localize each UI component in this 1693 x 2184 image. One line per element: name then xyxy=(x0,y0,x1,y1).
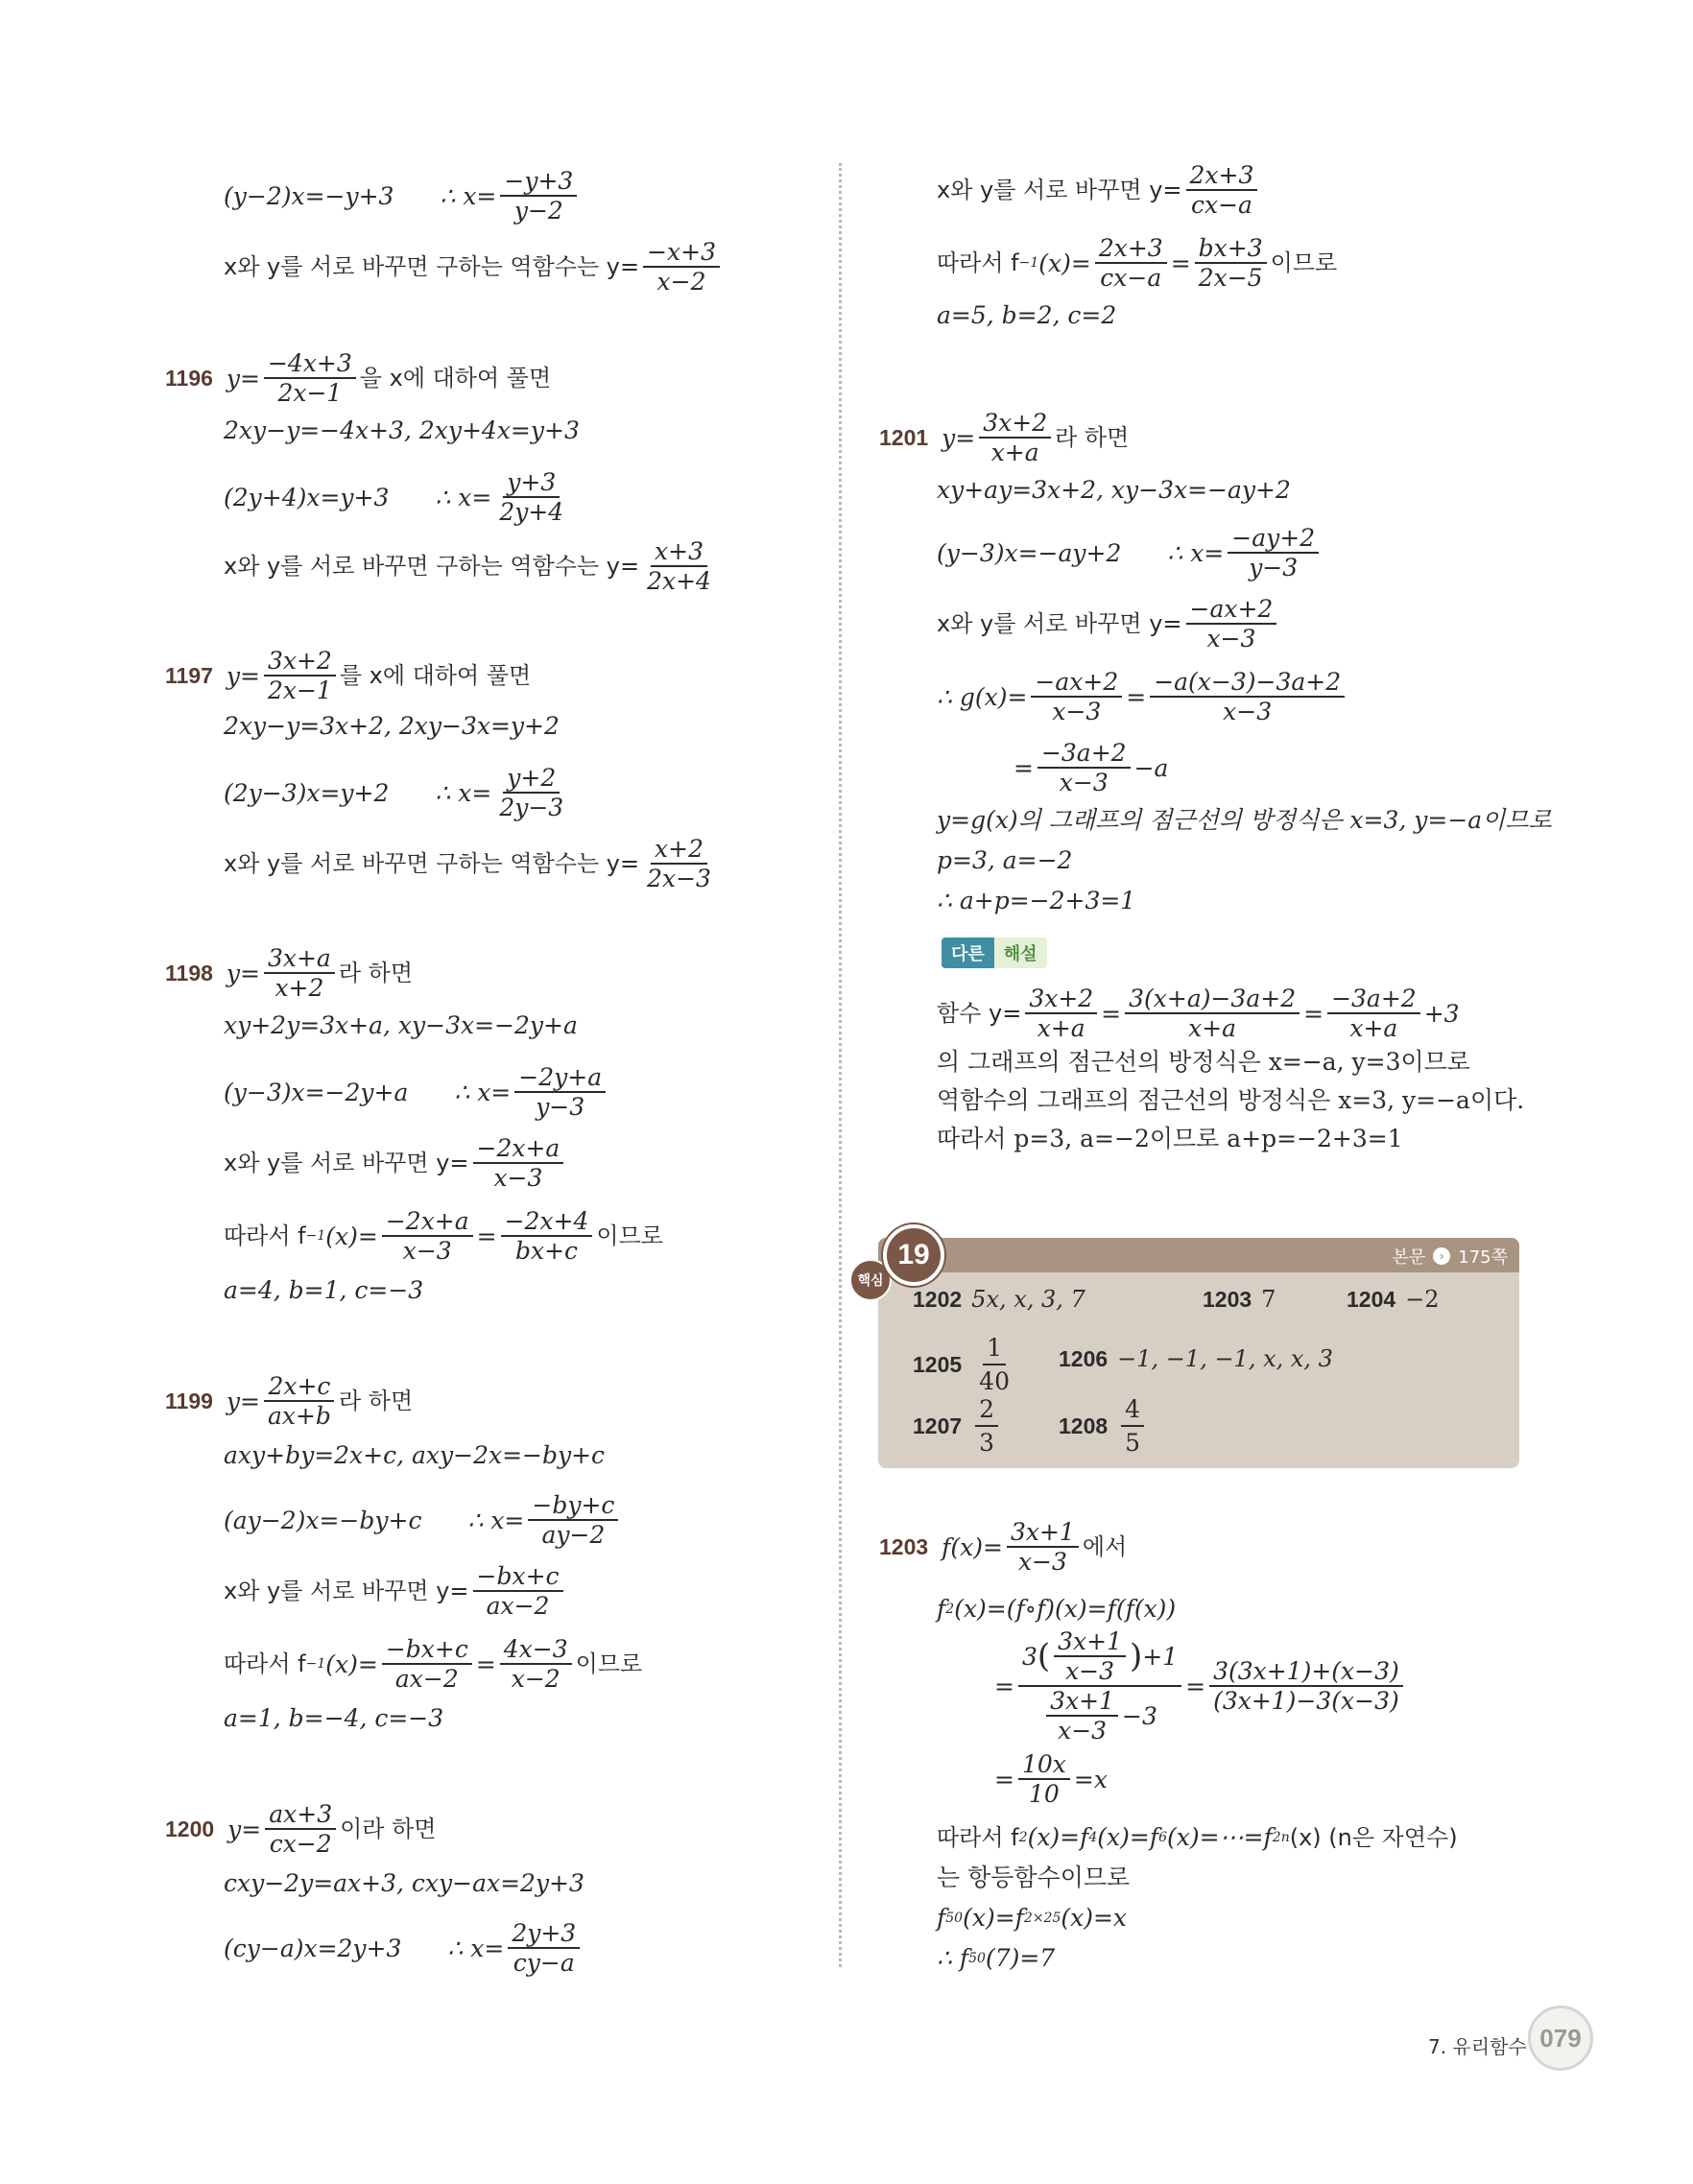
text: = xyxy=(475,1650,496,1678)
text: y= xyxy=(227,1815,262,1843)
problem-1198-line5 xyxy=(224,1209,663,1263)
text: 따라서 f xyxy=(937,249,1019,276)
text: (x)=(f∘f)(x)=f(f(x)) xyxy=(954,1595,1177,1623)
text: y= xyxy=(226,364,260,392)
answer-value: 7 xyxy=(1261,1286,1276,1313)
text: x와 y를 서로 바꾸면 y= xyxy=(224,1150,469,1176)
section-number-badge: 19 xyxy=(883,1224,944,1286)
superscript: 2n xyxy=(1272,1829,1290,1845)
answer-value: −2 xyxy=(1405,1286,1440,1313)
page-reference xyxy=(1392,1244,1508,1269)
numerator: ax+3 xyxy=(265,1802,336,1830)
superscript: 2 xyxy=(1018,1829,1028,1845)
fraction xyxy=(264,1374,335,1428)
numerator: 3(3x+1)+(x−3) xyxy=(1209,1659,1403,1687)
fraction xyxy=(1125,986,1300,1040)
denominator: x−3 xyxy=(1065,1657,1115,1685)
denominator: x−3 xyxy=(1223,698,1273,725)
problem-1198-line6: a=4, b=1, c=−3 xyxy=(224,1276,424,1304)
denominator xyxy=(1038,1687,1161,1743)
numerator: 3x+a xyxy=(264,946,335,974)
numerator: 2x+3 xyxy=(1186,163,1258,191)
answer-number: 1207 xyxy=(913,1412,963,1438)
numerator: y+2 xyxy=(503,766,560,794)
fraction xyxy=(1195,236,1267,290)
fraction xyxy=(473,1136,564,1190)
denominator: 40 xyxy=(979,1367,1010,1395)
numerator: −bx+c xyxy=(382,1637,472,1665)
problem-1200-cont-line2 xyxy=(937,236,1337,290)
problem-1199-line6: a=1, b=−4, c=−3 xyxy=(224,1704,444,1732)
text: 이므로 xyxy=(575,1650,643,1677)
problem-1203-line2 xyxy=(937,1597,1176,1621)
answer-1208 xyxy=(1059,1395,1148,1457)
answer-number: 1204 xyxy=(1347,1286,1396,1312)
fraction xyxy=(1209,1659,1403,1713)
problem-1199-line3 xyxy=(224,1493,622,1547)
fraction xyxy=(1031,670,1122,724)
problem-1199-line2: axy+by=2x+c, axy−2x=−by+c xyxy=(224,1441,606,1469)
fraction xyxy=(1095,236,1167,290)
problem-number: 1198 xyxy=(165,960,213,985)
text: (x)= xyxy=(325,1222,378,1250)
answer-value: 5x, x, 3, 7 xyxy=(971,1286,1085,1313)
fraction xyxy=(508,1921,580,1975)
fraction xyxy=(1007,1520,1079,1574)
numerator: −y+3 xyxy=(500,169,577,197)
close-paren: ) xyxy=(1129,1637,1143,1675)
problem-1201-line4 xyxy=(937,597,1280,651)
text: y= xyxy=(226,1387,260,1415)
answer-value: −1, −1, −1, x, x, 3 xyxy=(1117,1345,1333,1372)
problem-1201-line7: y=g(x)의 그래프의 점근선의 방정식은 x=3, y=−a이므로 xyxy=(937,806,1552,834)
text: +1 xyxy=(1142,1642,1179,1671)
therefore-text: ∴ x= xyxy=(467,1506,525,1534)
superscript: 50 xyxy=(968,1950,986,1966)
arrow-right-icon: › xyxy=(1433,1247,1450,1265)
numerator xyxy=(1018,1629,1181,1687)
superscript: 2×25 xyxy=(1023,1910,1061,1926)
equation: (ay−2)x=−by+c xyxy=(224,1506,422,1534)
text: (x)=f xyxy=(963,1904,1024,1932)
text: =x xyxy=(1073,1765,1108,1793)
column-divider xyxy=(839,163,842,1967)
problem-1200-line2: cxy−2y=ax+3, cxy−ax=2y+3 xyxy=(224,1869,584,1897)
problem-number: 1201 xyxy=(879,424,929,450)
numerator: −ay+2 xyxy=(1228,526,1319,554)
denominator: cx−a xyxy=(1190,191,1252,219)
problem-1198-line3 xyxy=(224,1065,609,1119)
fraction xyxy=(473,1564,563,1618)
problem-1201-line5 xyxy=(937,670,1348,724)
fraction xyxy=(1327,986,1420,1040)
key-answer-box xyxy=(857,1238,1519,1468)
denominator: x−3 xyxy=(1206,625,1256,653)
problem-number: 1200 xyxy=(165,1816,215,1841)
denominator: cy−a xyxy=(513,1949,575,1977)
denominator: (3x+1)−3(x−3) xyxy=(1213,1687,1399,1715)
text: y= xyxy=(226,661,260,690)
numerator: 4x−3 xyxy=(500,1637,572,1665)
text: (7)=7 xyxy=(985,1944,1056,1972)
numerator: 3x+1 xyxy=(1046,1689,1118,1717)
fraction xyxy=(265,1802,336,1856)
numerator: −a(x−3)−3a+2 xyxy=(1150,670,1345,698)
tag-label: 다른 xyxy=(942,938,994,968)
fraction xyxy=(1121,1395,1144,1457)
fraction xyxy=(1228,526,1319,580)
problem-1203-line8 xyxy=(937,1946,1055,1970)
equation: (y−3)x=−ay+2 xyxy=(937,538,1122,567)
denominator: ax−2 xyxy=(394,1665,459,1693)
text: = xyxy=(1303,999,1324,1028)
text: 라 하면 xyxy=(338,1388,414,1414)
compound-fraction xyxy=(1018,1629,1181,1743)
numerator: −bx+c xyxy=(473,1564,563,1592)
superscript: 6 xyxy=(1158,1829,1168,1845)
text: x와 y를 서로 바꾸면 y= xyxy=(937,177,1182,203)
problem-1200-cont-line1 xyxy=(937,163,1261,217)
numerator: −2x+4 xyxy=(501,1209,593,1237)
fraction xyxy=(528,1493,618,1547)
numerator: −3a+2 xyxy=(1327,986,1420,1014)
answer-number: 1208 xyxy=(1059,1412,1109,1438)
denominator: x−3 xyxy=(402,1237,452,1265)
fraction xyxy=(643,240,720,294)
text: = xyxy=(994,1672,1014,1700)
numerator: −2y+a xyxy=(514,1065,606,1093)
problem-1201-line11: 의 그래프의 점근선의 방정식은 x=−a, y=3이므로 xyxy=(937,1048,1470,1076)
text: (x)=f xyxy=(1027,1823,1089,1851)
problem-1203-line5 xyxy=(937,1825,1458,1849)
numerator: 3x+1 xyxy=(1054,1629,1126,1657)
equation: (2y+4)x=y+3 xyxy=(224,483,390,511)
numerator: −2x+a xyxy=(382,1209,473,1237)
denominator: ax+b xyxy=(267,1402,331,1430)
text: 3 xyxy=(1021,1642,1037,1671)
fraction xyxy=(495,766,567,819)
text: −a xyxy=(1133,753,1169,782)
denominator: 10 xyxy=(1029,1780,1060,1808)
text: x와 y를 서로 바꾸면 구하는 역함수는 y= xyxy=(224,553,640,580)
denominator: 3 xyxy=(979,1429,995,1457)
denominator: x+a xyxy=(990,439,1039,466)
denominator: x−3 xyxy=(1052,698,1102,725)
numerator: 2 xyxy=(975,1395,998,1427)
numerator: 4 xyxy=(1121,1395,1144,1427)
denominator: cx−2 xyxy=(269,1830,332,1858)
denominator: bx+c xyxy=(514,1237,579,1265)
problem-1200-line1 xyxy=(165,1802,436,1856)
numerator: x+3 xyxy=(651,539,707,567)
denominator: x+a xyxy=(1349,1014,1398,1042)
denominator: 2x+4 xyxy=(647,567,711,595)
problem-1201-line8: p=3, a=−2 xyxy=(937,846,1073,874)
text: (x)= xyxy=(1038,249,1091,277)
therefore-text: ∴ x= xyxy=(435,778,492,807)
denominator: 2y−3 xyxy=(499,794,564,821)
denominator: x+a xyxy=(1037,1014,1085,1042)
numerator: x+2 xyxy=(651,837,707,865)
fraction xyxy=(264,946,335,1000)
text: +3 xyxy=(1423,999,1460,1028)
answer-1202 xyxy=(913,1286,1085,1313)
fraction xyxy=(643,837,715,890)
problem-1201-line10 xyxy=(937,986,1460,1040)
text: f xyxy=(937,1595,946,1623)
fraction xyxy=(1186,597,1277,651)
problem-1201-line2: xy+ay=3x+2, xy−3x=−ay+2 xyxy=(937,476,1291,504)
problem-number: 1199 xyxy=(165,1388,213,1413)
fraction xyxy=(382,1637,472,1691)
text: = xyxy=(1170,249,1191,277)
therefore-text: ∴ x= xyxy=(1167,538,1225,567)
problem-number: 1203 xyxy=(879,1533,929,1559)
answer-1205 xyxy=(913,1334,1017,1395)
equation: (y−2)x=−y+3 xyxy=(224,181,394,210)
text: y= xyxy=(226,959,260,987)
text: (x)=x xyxy=(1061,1904,1128,1932)
problem-1201-line3 xyxy=(937,526,1323,580)
problem-1198-line1 xyxy=(165,946,413,1000)
denominator: ax−2 xyxy=(486,1592,550,1620)
text: 을 x에 대하여 풀면 xyxy=(359,365,552,392)
denominator: ay−2 xyxy=(541,1521,606,1549)
denominator: 2y+4 xyxy=(499,498,564,526)
answer-number: 1206 xyxy=(1059,1345,1109,1371)
fraction xyxy=(382,1209,473,1263)
problem-1203-line1 xyxy=(879,1520,1127,1574)
denominator: x+a xyxy=(1188,1014,1237,1042)
denominator: y−3 xyxy=(1249,554,1299,582)
text: = xyxy=(476,1222,497,1250)
chapter-title: 7. 유리함수 xyxy=(1428,2035,1527,2058)
text: −3 xyxy=(1122,1701,1157,1730)
text: 따라서 f xyxy=(224,1650,306,1677)
numerator: y+3 xyxy=(503,470,560,498)
numerator: −ax+2 xyxy=(1031,670,1122,698)
numerator: 10x xyxy=(1018,1752,1070,1780)
fraction xyxy=(1046,1689,1118,1743)
text: (x)=⋯=f xyxy=(1167,1823,1273,1851)
problem-1197-line2: 2xy−y=3x+2, 2xy−3x=y+2 xyxy=(224,712,560,740)
text: = xyxy=(1101,999,1122,1028)
superscript: −1 xyxy=(305,1656,326,1672)
numerator: −ax+2 xyxy=(1186,597,1277,625)
problem-1203-line6: 는 항등함수이므로 xyxy=(937,1864,1131,1891)
alt-solution-tag xyxy=(942,938,1047,968)
problem-1201-line13: 따라서 p=3, a=−2이므로 a+p=−2+3=1 xyxy=(937,1125,1403,1152)
denominator: y−3 xyxy=(536,1093,585,1121)
text: = xyxy=(1185,1672,1206,1700)
text: x와 y를 서로 바꾸면 구하는 역함수는 y= xyxy=(224,253,640,280)
equation: (cy−a)x=2y+3 xyxy=(224,1934,402,1962)
fraction xyxy=(1018,1752,1070,1806)
text: 이므로 xyxy=(596,1223,663,1249)
text: ∴ g(x)= xyxy=(937,682,1028,711)
fraction xyxy=(514,1065,606,1119)
problem-1201-line6 xyxy=(1013,741,1168,795)
text: 따라서 f xyxy=(937,1823,1019,1851)
superscript: 4 xyxy=(1088,1829,1098,1845)
problem-1200-line3 xyxy=(224,1921,584,1975)
numerator: −2x+a xyxy=(473,1136,564,1164)
ref-label: 본문 xyxy=(1392,1247,1426,1268)
denominator: 5 xyxy=(1125,1429,1141,1457)
fraction xyxy=(1186,163,1258,217)
problem-1199-line4 xyxy=(224,1564,567,1618)
problem-1197-line4 xyxy=(224,837,719,890)
numerator: 3x+1 xyxy=(1007,1520,1079,1548)
denominator: 2x−5 xyxy=(1198,264,1263,292)
problem-number: 1196 xyxy=(165,365,213,391)
denominator: 2x−1 xyxy=(267,677,332,704)
text: y= xyxy=(942,423,976,452)
text: (x)=f xyxy=(1097,1823,1159,1851)
numerator: −4x+3 xyxy=(264,351,356,379)
superscript: −1 xyxy=(305,1228,326,1244)
ref-page: 175쪽 xyxy=(1458,1247,1508,1268)
fraction xyxy=(495,470,567,524)
problem-1201-line12: 역함수의 그래프의 점근선의 방정식은 x=3, y=−a이다. xyxy=(937,1086,1525,1114)
text: 이라 하면 xyxy=(340,1816,437,1842)
text: f xyxy=(937,1904,946,1932)
text: 에서 xyxy=(1082,1533,1128,1560)
problem-1197-line1 xyxy=(165,649,531,702)
fraction xyxy=(1054,1629,1126,1683)
problem-1201-line1 xyxy=(879,411,1129,464)
denominator: x−3 xyxy=(1059,769,1109,796)
fraction xyxy=(979,411,1051,464)
fraction xyxy=(264,649,336,702)
denominator: 2x−3 xyxy=(647,865,711,892)
answer-1204 xyxy=(1347,1286,1440,1313)
denominator: y−2 xyxy=(513,197,563,225)
numerator: 1 xyxy=(983,1334,1006,1365)
text: 를 x에 대하여 풀면 xyxy=(339,662,532,689)
therefore-text: ∴ x= xyxy=(447,1934,505,1962)
superscript: 50 xyxy=(945,1910,964,1926)
fraction xyxy=(264,351,356,405)
text: x와 y를 서로 바꾸면 y= xyxy=(937,610,1182,637)
equation: (2y−3)x=y+2 xyxy=(224,778,390,807)
text: x와 y를 서로 바꾸면 y= xyxy=(224,1578,469,1604)
text: (x) (n은 자연수) xyxy=(1289,1823,1458,1851)
fraction xyxy=(1150,670,1345,724)
numerator: bx+3 xyxy=(1195,236,1267,264)
problem-1203-line7 xyxy=(937,1906,1127,1930)
numerator: 2x+3 xyxy=(1095,236,1167,264)
text: f(x)= xyxy=(942,1532,1003,1561)
superscript: −1 xyxy=(1018,255,1039,271)
problem-1203-line4 xyxy=(994,1752,1108,1806)
answer-number: 1203 xyxy=(1203,1286,1252,1312)
tag-label: 해설 xyxy=(994,938,1047,968)
answer-1206 xyxy=(1059,1345,1333,1372)
solution-1195-line xyxy=(224,169,581,223)
denominator: 2x−1 xyxy=(277,379,343,407)
numerator: 3x+2 xyxy=(264,649,336,677)
superscript: 2 xyxy=(945,1601,955,1617)
fraction xyxy=(500,1637,572,1691)
problem-1196-line4 xyxy=(224,539,719,593)
text: = xyxy=(1126,682,1147,711)
denominator: x−2 xyxy=(656,268,706,296)
fraction xyxy=(975,1395,998,1457)
numerator: 2x+c xyxy=(264,1374,334,1402)
core-badge-label: 핵심 xyxy=(849,1259,892,1301)
text: 라 하면 xyxy=(338,960,414,986)
text: 따라서 f xyxy=(224,1223,306,1249)
denominator: x−3 xyxy=(1017,1548,1067,1576)
problem-1197-line3 xyxy=(224,766,571,819)
text: = xyxy=(1013,753,1034,782)
fraction xyxy=(643,539,715,593)
numerator: 2y+3 xyxy=(508,1921,580,1949)
numerator: −by+c xyxy=(528,1493,618,1521)
text: = xyxy=(994,1765,1014,1793)
problem-1199-line5 xyxy=(224,1637,642,1691)
denominator: x+2 xyxy=(274,974,324,1002)
denominator: cx−a xyxy=(1100,264,1162,292)
numerator: 3x+2 xyxy=(1025,986,1097,1014)
equation: (y−3)x=−2y+a xyxy=(224,1078,409,1106)
text: ∴ f xyxy=(937,1944,969,1972)
problem-1196-line2: 2xy−y=−4x+3, 2xy+4x=y+3 xyxy=(224,416,580,444)
problem-1201-line9: ∴ a+p=−2+3=1 xyxy=(937,887,1136,914)
numerator: −3a+2 xyxy=(1037,741,1131,769)
fraction xyxy=(1025,986,1097,1040)
answer-number: 1205 xyxy=(913,1351,963,1377)
fraction xyxy=(1037,741,1131,795)
problem-1200-cont-line3: a=5, b=2, c=2 xyxy=(937,301,1117,329)
fraction xyxy=(975,1334,1013,1395)
denominator: x−2 xyxy=(511,1665,560,1693)
text: 함수 y= xyxy=(937,1000,1022,1027)
text: 라 하면 xyxy=(1055,424,1130,451)
problem-1198-line4 xyxy=(224,1136,567,1190)
problem-number: 1197 xyxy=(165,662,213,688)
page-number: 079 xyxy=(1528,2006,1593,2071)
problem-1198-line2: xy+2y=3x+a, xy−3x=−2y+a xyxy=(224,1011,578,1039)
fraction xyxy=(501,1209,593,1263)
text: (x)= xyxy=(325,1650,378,1678)
text: 이므로 xyxy=(1270,249,1338,276)
denominator: x−3 xyxy=(1058,1717,1108,1745)
answer-1207 xyxy=(913,1395,1002,1457)
numerator: −x+3 xyxy=(643,240,720,268)
denominator: x−3 xyxy=(493,1164,543,1192)
answer-1203 xyxy=(1203,1286,1276,1313)
problem-1196-line1 xyxy=(165,351,551,405)
problem-1203-line3 xyxy=(994,1629,1407,1743)
problem-1199-line1 xyxy=(165,1374,413,1428)
answer-number: 1202 xyxy=(913,1286,963,1312)
therefore-text: ∴ x= xyxy=(440,181,497,210)
therefore-text: ∴ x= xyxy=(454,1078,512,1106)
fraction xyxy=(500,169,577,223)
problem-1196-line3 xyxy=(224,470,571,524)
open-paren: ( xyxy=(1037,1637,1051,1675)
numerator: 3(x+a)−3a+2 xyxy=(1125,986,1300,1014)
text: x와 y를 서로 바꾸면 구하는 역함수는 y= xyxy=(224,850,640,877)
therefore-text: ∴ x= xyxy=(435,483,492,511)
solution-1195-result xyxy=(224,240,724,294)
numerator: 3x+2 xyxy=(979,411,1051,439)
